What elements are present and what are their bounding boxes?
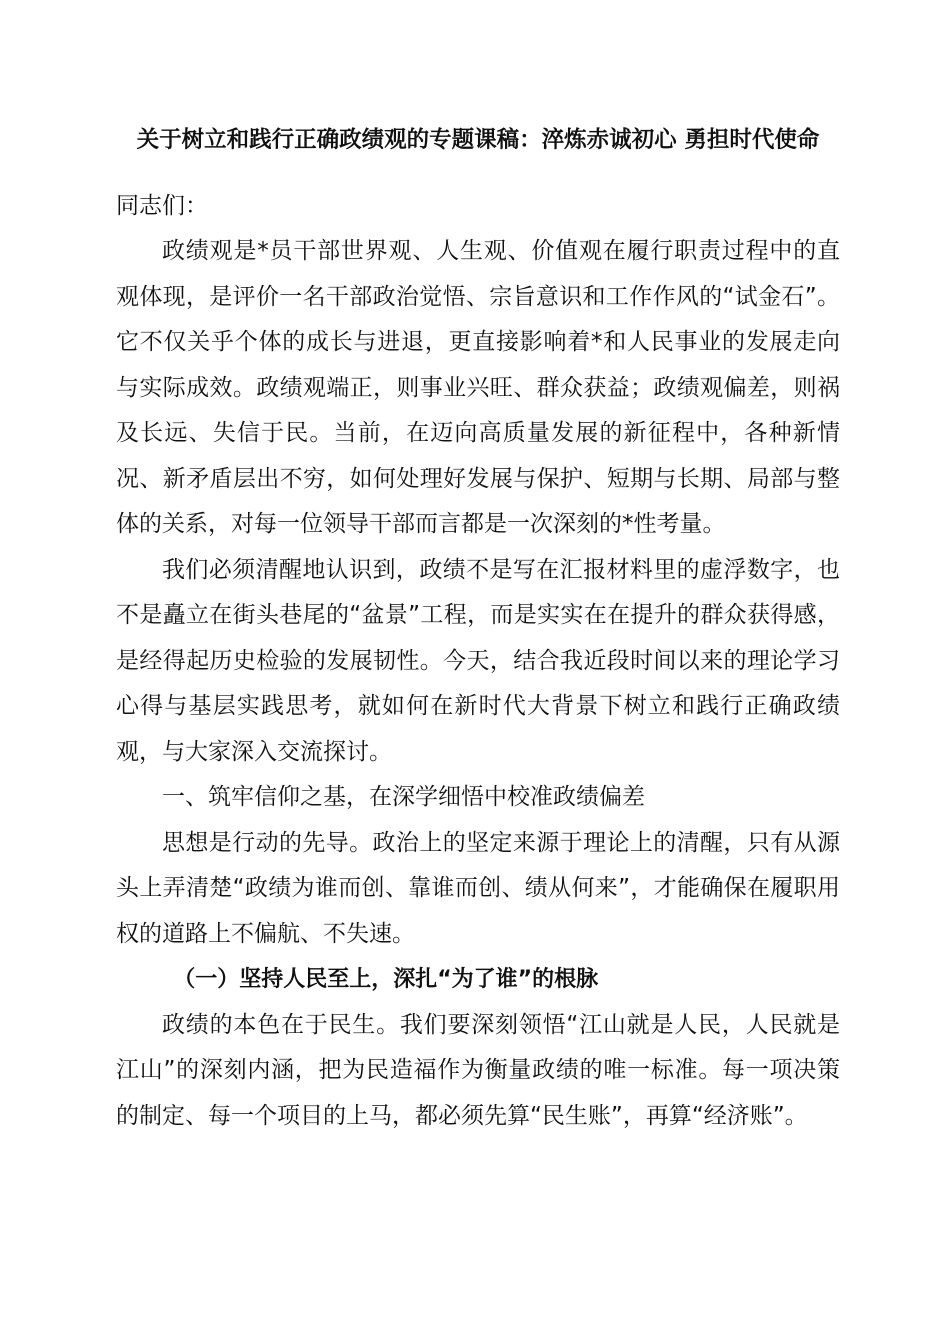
subsection-1-heading: （一）坚持人民至上，深扎“为了谁”的根脉 [173, 967, 599, 992]
section-1-heading: 一、筑牢信仰之基，在深学细悟中校准政绩偏差 [162, 784, 645, 810]
subsection-1-paragraph: 政绩的本色在于民生。我们要深刻领悟“江山就是人民，人民就是江山”的深刻内涵，把为民造福作为衡量政绩的唯一标准。每一项决策的制定、每一个项目的上马，都必须先算“民生账”，再算“经济账”。 [116, 1011, 840, 1129]
intro-paragraph-2: 我们必须清醒地认识到，政绩不是写在汇报材料里的虚浮数字，也不是矗立在街头巷尾的“盆景”工程，而是实实在在提升的群众获得感，是经得起历史检验的发展韧性。今天，结合我近段时间以来的理论学习心得与基层实践思考，就如何在新时代大背景下树立和践行正确政绩观，与大家深入交流探讨。 [116, 556, 840, 765]
document-title: 关于树立和践行正确政绩观的专题课稿：淬炼赤诚初心 勇担时代使命 [136, 127, 820, 153]
intro-paragraph-1: 政绩观是*员干部世界观、人生观、价值观在履行职责过程中的直观体现，是评价一名干部政治觉悟、宗旨意识和工作作风的“试金石”。它不仅关乎个体的成长与进退，更直接影响着*和人民事业的发展走向与实际成效。政绩观端正，则事业兴旺、群众获益；政绩观偏差，则祸及长远、失信于民。当前，在迈向高质量发展的新征程中，各种新情况、新矛盾层出不穷，如何处理好发展与保护、短期与长期、局部与整体的关系，对每一位领导干部而言都是一次深刻的*性考量。 [116, 238, 840, 537]
section-1-paragraph: 思想是行动的先导。政治上的坚定来源于理论上的清醒，只有从源头上弄清楚“政绩为谁而创、靠谁而创、绩从何来”，才能确保在履职用权的道路上不偏航、不失速。 [116, 829, 840, 947]
salutation: 同志们： [116, 193, 208, 219]
